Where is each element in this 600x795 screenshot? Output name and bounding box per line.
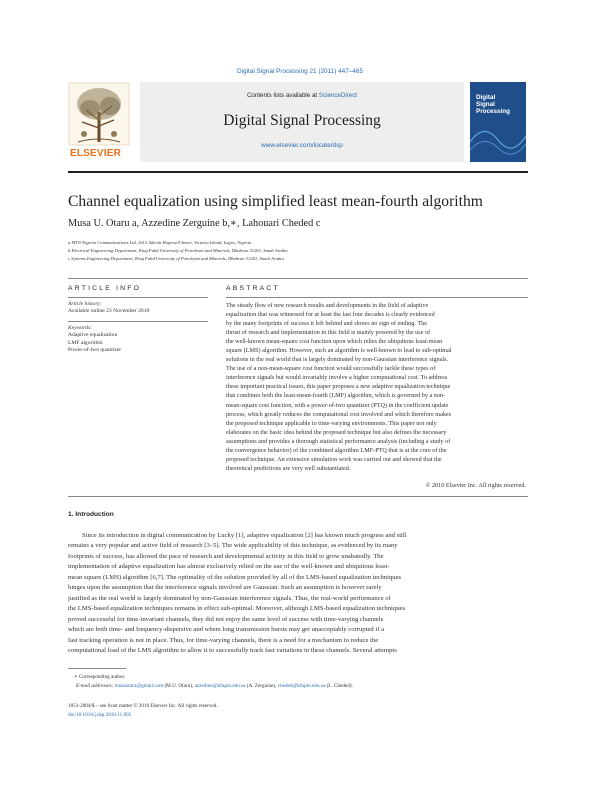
email-link[interactable]: cheded@kfupm.edu.sa <box>277 683 326 689</box>
cover-title <box>476 94 510 115</box>
journal-cover <box>470 82 526 162</box>
text-line: elaborates on the basic idea behind the proposed technique but also defines the necessary <box>226 428 447 436</box>
email-label: E-mail addresses: <box>76 683 115 689</box>
doi-link[interactable]: doi:10.1016/j.dsp.2010.11.005 <box>68 711 132 718</box>
email-addresses <box>68 682 353 691</box>
text-line: by the many footprints of success it left behind and shows no sign of ending. The <box>226 320 427 328</box>
article-info-rule <box>68 297 208 298</box>
text-line: remains a very popular and active field of research [3–5]. The wide applicability of this technique, as evidenced by its many <box>68 542 398 550</box>
introduction-body <box>68 531 526 656</box>
author-list: Musa U. Otaru a, Azzedine Zerguine b,∗, Lahouari Cheded c <box>68 218 321 229</box>
text-line: hinges upon the assumption that the interference signals involved are Gaussian. Such an assumption is however rarely <box>68 584 382 592</box>
text-line: mean square (LMS) algorithm [6,7]. The optimality of the solution provided by all of the LMS-based equalization techniques <box>68 573 402 581</box>
text-line: square (LMS) algorithm. However, such an algorithm is well-known to lead to sub-optimal <box>226 347 452 355</box>
text-line: justified as the real world is largely dominated by non-Gaussian interference signals. Thus, the real-world performance of <box>68 594 391 602</box>
text-line: the LMS-based equalization techniques remains in effect sub-optimal. Moreover, although LMS-based equalization techniques <box>68 605 406 613</box>
abstract-rule <box>226 297 528 298</box>
text-line: these important practical issues, this paper proposes a new adaptive equalization technique <box>226 383 451 391</box>
text-line: implementation of adaptive equalization has almost exclusively relied on the use of the well-known and ubiquitous least- <box>68 563 390 571</box>
cover-title-line: Digital <box>476 94 496 101</box>
elsevier-wordmark: ELSEVIER <box>70 148 122 159</box>
issn-line: 1051-2004/$ – see front matter © 2010 Elsevier Inc. All rights reserved. <box>68 703 218 709</box>
corresponding-author-note: ∗ Corresponding author. <box>74 674 126 680</box>
abstract-heading: ABSTRACT <box>226 285 280 292</box>
text-line: thrust of research and implementation in this field is mainly powered by the use of <box>226 329 431 337</box>
text-line: which are both time- and frequency-dispersive and where long transmission bursts may get unacceptably corrupted if a <box>68 626 385 634</box>
journal-citation[interactable]: Digital Signal Processing 21 (2011) 447–465 <box>237 68 363 75</box>
affil-divider <box>68 278 528 279</box>
header-divider <box>68 171 528 173</box>
text-line: proposed technique. An extensive simulation work was carried out and showed that the <box>226 455 442 463</box>
abstract-end-rule <box>68 496 528 497</box>
history-value: Available online 23 November 2010 <box>68 308 150 315</box>
keywords-block <box>68 325 121 355</box>
text-line: mean-square cost function, with a power-of-two quantizer (PTQ) in the coefficient update <box>226 401 449 409</box>
elsevier-tree-icon <box>68 82 130 146</box>
text-line: proved successful for time-invariant channels, they did not enjoy the same level of success with time-varying channels <box>68 615 384 623</box>
text-line: the proposed technique applicable to time-varying environments. This paper not only <box>226 419 437 427</box>
elsevier-logo <box>68 82 130 162</box>
introduction-heading: 1. Introduction <box>68 511 114 518</box>
text-line: the convergence behavior) of the combined algorithm LMF-PTQ that is at the core of the <box>226 446 447 454</box>
cover-title-line: Processing <box>476 108 510 115</box>
cover-title-line: Signal <box>476 101 495 108</box>
abstract-body <box>226 301 526 473</box>
sciencedirect-link[interactable]: ScienceDirect <box>318 92 358 99</box>
text-line: computational load of the LMS algorithm to allow it to successfully track fast variations in these channels. Several attempts <box>68 646 397 654</box>
journal-header <box>68 82 528 166</box>
keyword-item: Power-of-two quantizer <box>68 347 122 354</box>
text-line: process, which greatly reduces the computational cost involved and which therefore makes <box>226 410 452 418</box>
keyword-item: Adaptive equalization <box>68 332 118 339</box>
paper-title: Channel equalization using simplified least mean-fourth algorithm <box>68 193 483 210</box>
email-link[interactable]: azzedine@kfupm.edu.sa <box>194 683 246 689</box>
text-line: The use of a non-mean-square cost function would successfully tackle these types of <box>226 365 436 373</box>
issn-block <box>68 702 218 719</box>
abstract-copyright: © 2010 Elsevier Inc. All rights reserved. <box>425 482 526 489</box>
email-owner: (A. Zerguine), <box>245 683 278 689</box>
contents-available-line <box>140 92 464 99</box>
journal-banner <box>140 82 464 162</box>
text-line: assumptions and provides a thorough statistical performance analysis (including a study of <box>226 437 451 445</box>
keyword-item: LMF algorithm <box>68 339 103 346</box>
email-link[interactable]: musaotaru@gmail.com <box>114 683 164 689</box>
article-history <box>68 301 149 316</box>
text-line: interference signals but would invariably involve a higher computational cost. To address <box>226 374 448 382</box>
affiliation-c: c Systems Engineering Department, King Fahd University of Petroleum and Minerals, Dhahran 31261, Saudi Arabia <box>68 255 284 261</box>
contents-prefix: Contents lists available at <box>246 92 319 99</box>
journal-url-link[interactable]: www.elsevier.com/locate/dsp <box>261 142 343 149</box>
text-line: equalization that was witnessed for at least the last four decades is clearly evidenced <box>226 311 435 319</box>
email-owner: (L. Cheded). <box>325 683 353 689</box>
history-label: Article history: <box>68 301 103 307</box>
text-line: solutions in the real world that is largely dominated by non-Gaussian interference signals. <box>226 356 449 364</box>
text-line: footprints of success, has allowed the pace of research and developmental activity in this field to grow unabatedly. The <box>68 552 384 560</box>
journal-title: Digital Signal Processing <box>223 112 381 129</box>
footnotes <box>68 673 353 691</box>
text-line: Since its introduction in digital communication by Lucky [1], adaptive equalization [2] has known much progress and still <box>82 532 407 539</box>
text-line: fast tracking operation is not in place. Thus, for time-varying channels, there is a need for a mechanism to reduce the <box>68 636 379 644</box>
affiliation-b: b Electrical Engineering Department, King Fahd University of Petroleum and Minerals, Dhahran 31261, Saudi Arabia <box>68 247 288 253</box>
keywords-label: Keywords: <box>68 325 93 331</box>
affiliations <box>68 239 288 262</box>
footnote-rule <box>68 668 126 669</box>
history-rule <box>68 321 208 322</box>
email-owner: (M.U. Otaru), <box>163 683 195 689</box>
text-line: that combines both the least-mean-fourth (LMF) algorithm, which is governed by a non- <box>226 392 446 400</box>
affiliation-a: a MTN Nigeria Communications Ltd, 1612 Adeola Hopewell Street, Victoria Island, Lagos, Nigeria <box>68 240 252 245</box>
text-line: The steady flow of new research results and developments in the field of adaptive <box>226 302 429 309</box>
text-line: theoretical predictions are very well substantiated. <box>226 464 351 472</box>
text-line: the well-known mean-square cost function upon which relies the ubiquitous least-mean <box>226 338 443 346</box>
article-info-heading: ARTICLE INFO <box>68 285 142 292</box>
